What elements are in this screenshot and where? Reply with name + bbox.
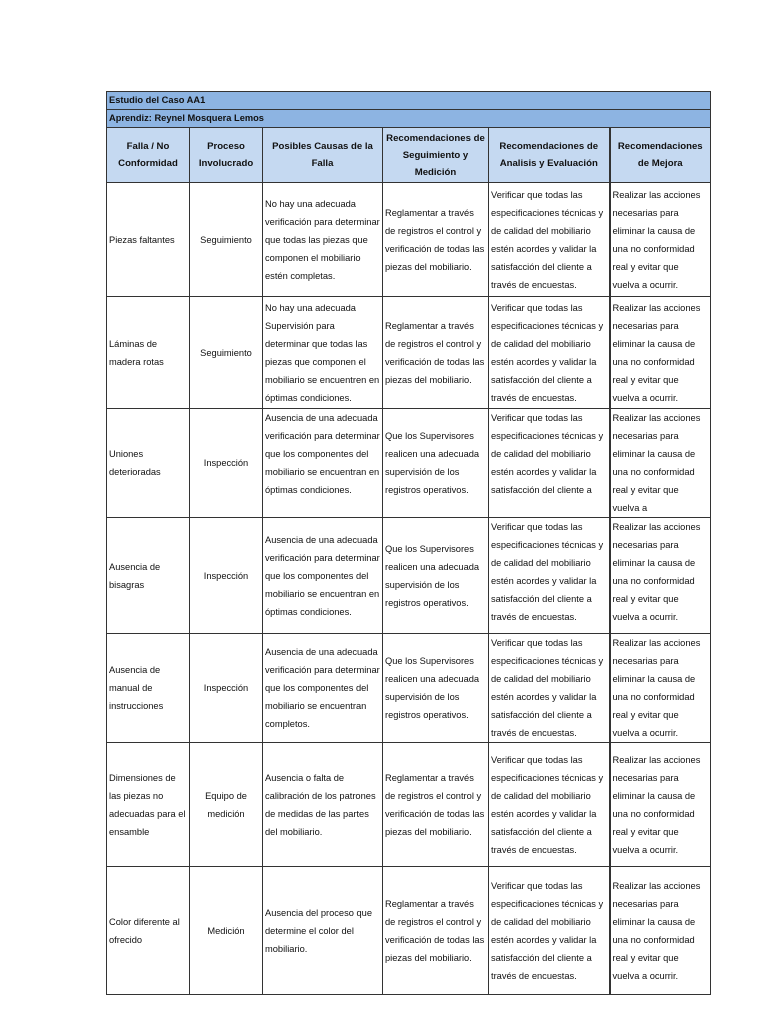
spreadsheet-page	[106, 91, 710, 981]
table-row	[107, 518, 711, 634]
cell-causa: Ausencia o falta de calibración de los patrones de medidas de las partes del mobiliario.	[263, 743, 383, 867]
cell-mejora: Realizar las acciones necesarias para eliminar la causa de una no conformidad real y evitar que vuelva a ocurrir.	[610, 297, 711, 409]
header-proceso: Proceso Involucrado	[190, 128, 263, 183]
cell-analisis: Verificar que todas las especificaciones técnicas y de calidad del mobiliario estén acordes y validar la satisfacción del cliente a través de encuestas.	[489, 183, 610, 297]
cell-analisis: Verificar que todas las especificaciones técnicas y de calidad del mobiliario estén acordes y validar la satisfacción del cliente a través de encuestas.	[489, 518, 610, 634]
cell-proceso: Seguimiento	[190, 183, 263, 297]
cell-mejora: Realizar las acciones necesarias para eliminar la causa de una no conformidad real y evitar que vuelva a ocurrir.	[610, 518, 711, 634]
cell-analisis: Verificar que todas las especificaciones técnicas y de calidad del mobiliario estén acordes y validar la satisfacción del cliente a través de encuestas.	[489, 634, 610, 743]
cell-mejora: Realizar las acciones necesarias para eliminar la causa de una no conformidad real y evitar que vuelva a ocurrir.	[610, 634, 711, 743]
cell-causa: Ausencia de una adecuada verificación para determinar que los componentes del mobiliario se encuentran en óptimas condiciones.	[263, 409, 383, 518]
cell-falla: Dimensiones de las piezas no adecuadas para el ensamble	[107, 743, 190, 867]
cell-falla: Ausencia de manual de instrucciones	[107, 634, 190, 743]
cell-proceso: Equipo de medición	[190, 743, 263, 867]
cell-causa: Ausencia de una adecuada verificación para determinar que los componentes del mobiliario se encuentran completos.	[263, 634, 383, 743]
case-study-table	[106, 91, 711, 995]
cell-analisis: Verificar que todas las especificaciones técnicas y de calidad del mobiliario estén acordes y validar la satisfacción del cliente a través de encuestas.	[489, 297, 610, 409]
cell-seguimiento: Reglamentar a través de registros el control y verificación de todas las piezas del mobiliario.	[383, 867, 489, 995]
header-seguimiento: Recomendaciones de Seguimiento y Medición	[383, 128, 489, 183]
cell-proceso: Medición	[190, 867, 263, 995]
cell-mejora: Realizar las acciones necesarias para eliminar la causa de una no conformidad real y evitar que vuelva a	[610, 409, 711, 518]
cell-falla: Láminas de madera rotas	[107, 297, 190, 409]
cell-falla: Ausencia de bisagras	[107, 518, 190, 634]
table-row	[107, 409, 711, 518]
header-analisis: Recomendaciones de Analisis y Evaluación	[489, 128, 610, 183]
table-row	[107, 297, 711, 409]
author-row	[107, 110, 711, 128]
header-mejora: Recomendaciones de Mejora	[610, 128, 711, 183]
cell-falla: Uniones deterioradas	[107, 409, 190, 518]
cell-proceso: Inspección	[190, 518, 263, 634]
table-row	[107, 867, 711, 995]
cell-seguimiento: Que los Supervisores realicen una adecuada supervisión de los registros operativos.	[383, 518, 489, 634]
cell-falla: Color diferente al ofrecido	[107, 867, 190, 995]
cell-mejora: Realizar las acciones necesarias para eliminar la causa de una no conformidad real y evitar que vuelva a ocurrir.	[610, 183, 711, 297]
header-causas: Posibles Causas de la Falla	[263, 128, 383, 183]
cell-analisis: Verificar que todas las especificaciones técnicas y de calidad del mobiliario estén acordes y validar la satisfacción del cliente a través de encuestas.	[489, 743, 610, 867]
cell-falla: Piezas faltantes	[107, 183, 190, 297]
cell-seguimiento: Que los Supervisores realicen una adecuada supervisión de los registros operativos.	[383, 634, 489, 743]
cell-seguimiento: Reglamentar a través de registros el control y verificación de todas las piezas del mobiliario.	[383, 297, 489, 409]
cell-mejora: Realizar las acciones necesarias para eliminar la causa de una no conformidad real y evitar que vuelva a ocurrir.	[610, 743, 711, 867]
header-falla: Falla / No Conformidad	[107, 128, 190, 183]
cell-proceso: Inspección	[190, 634, 263, 743]
cell-proceso: Seguimiento	[190, 297, 263, 409]
cell-seguimiento: Que los Supervisores realicen una adecuada supervisión de los registros operativos.	[383, 409, 489, 518]
table-row	[107, 183, 711, 297]
document-title: Estudio del Caso AA1	[107, 92, 711, 110]
cell-causa: No hay una adecuada verificación para determinar que todas las piezas que componen el mobiliario estén completas.	[263, 183, 383, 297]
cell-seguimiento: Reglamentar a través de registros el control y verificación de todas las piezas del mobiliario.	[383, 743, 489, 867]
cell-causa: Ausencia del proceso que determine el color del mobiliario.	[263, 867, 383, 995]
cell-analisis: Verificar que todas las especificaciones técnicas y de calidad del mobiliario estén acordes y validar la satisfacción del cliente a través de encuestas.	[489, 867, 610, 995]
cell-proceso: Inspección	[190, 409, 263, 518]
cell-analisis: Verificar que todas las especificaciones técnicas y de calidad del mobiliario estén acordes y validar la satisfacción del cliente a	[489, 409, 610, 518]
table-row	[107, 634, 711, 743]
cell-seguimiento: Reglamentar a través de registros el control y verificación de todas las piezas del mobiliario.	[383, 183, 489, 297]
cell-causa: Ausencia de una adecuada verificación para determinar que los componentes del mobiliario se encuentran en óptimas condiciones.	[263, 518, 383, 634]
author-line: Aprendiz: Reynel Mosquera Lemos	[107, 110, 711, 128]
title-row	[107, 92, 711, 110]
cell-mejora: Realizar las acciones necesarias para eliminar la causa de una no conformidad real y evitar que vuelva a ocurrir.	[610, 867, 711, 995]
cell-causa: No hay una adecuada Supervisión para determinar que todas las piezas que componen el mobiliario se encuentren en óptimas condiciones.	[263, 297, 383, 409]
header-row	[107, 128, 711, 183]
table-row	[107, 743, 711, 867]
